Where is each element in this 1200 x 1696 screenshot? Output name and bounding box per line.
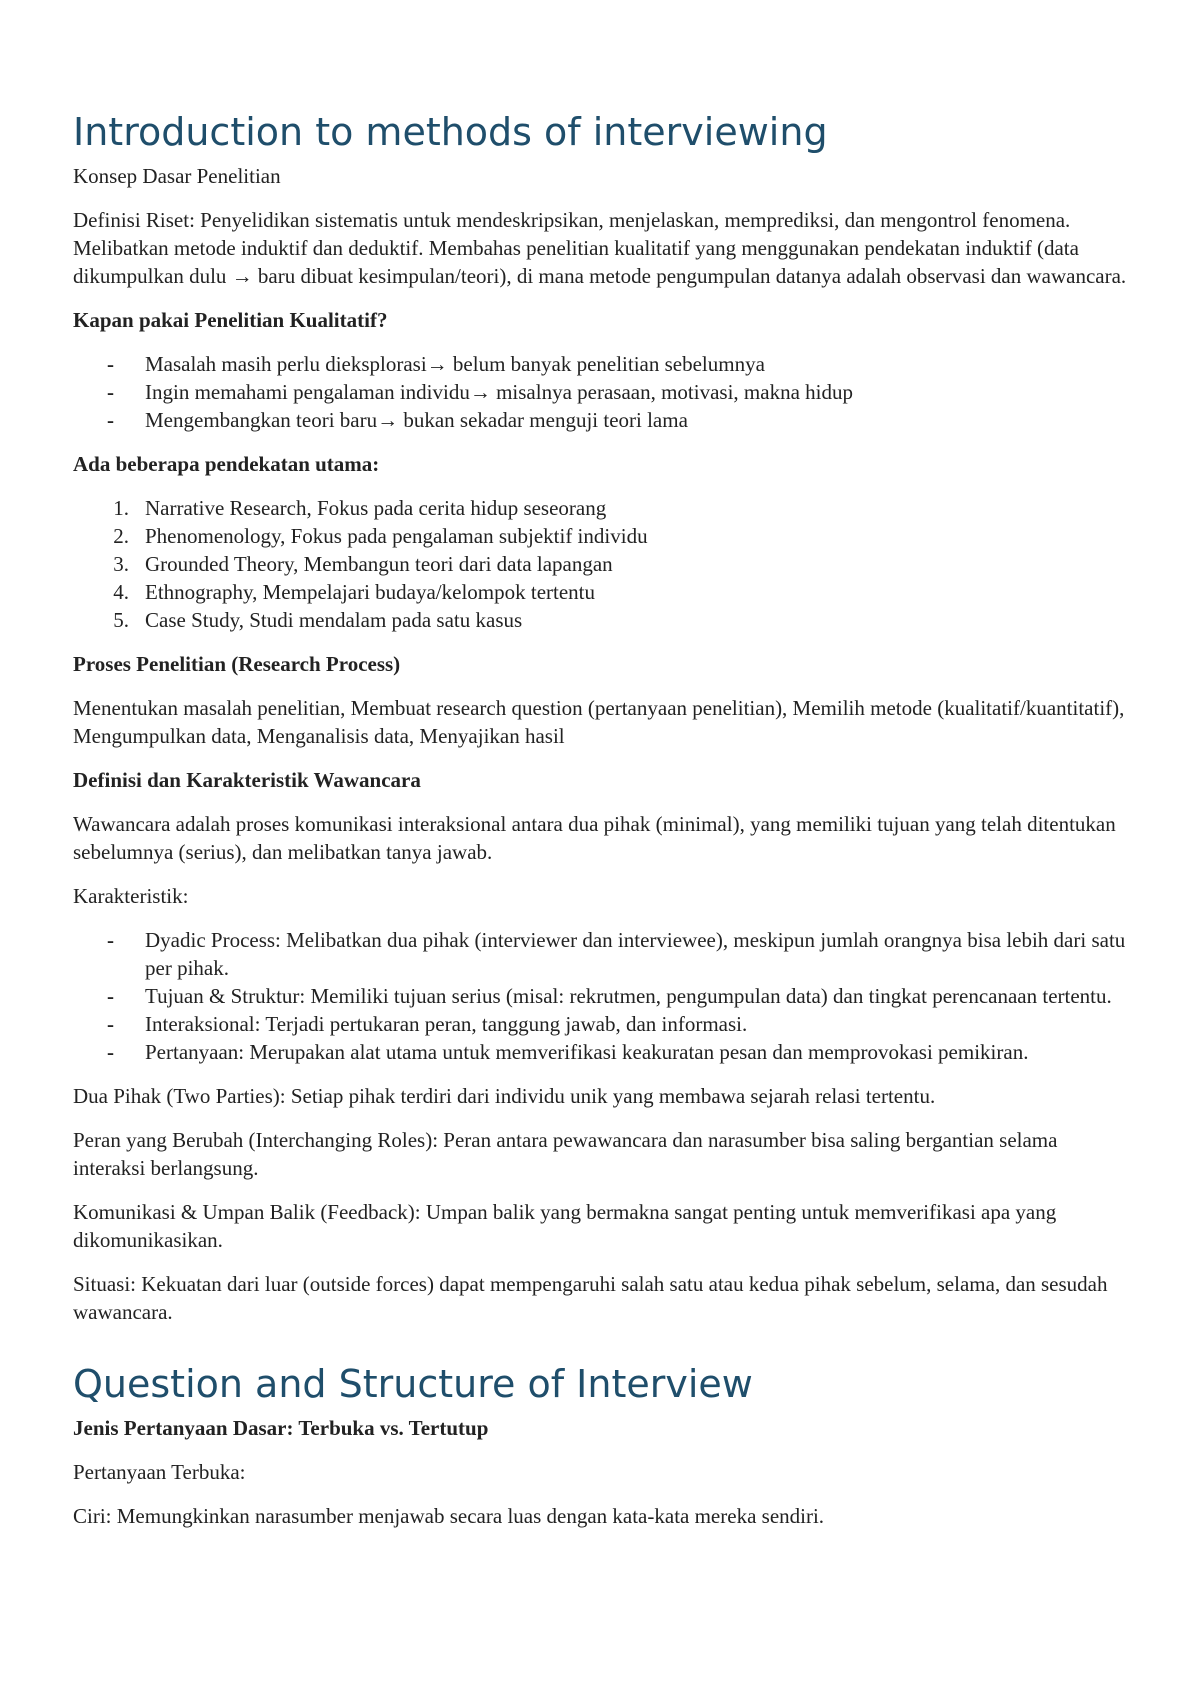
label-karakteristik: Karakteristik: <box>73 884 189 908</box>
bullet-marker: - <box>107 1040 114 1064</box>
paragraph-proses-penelitian: Menentukan masalah penelitian, Membuat research question (pertanyaan penelitian), Memilih metode (kualitatif/kuantitatif), Mengumpulkan data, Menganalisis data, Menyajikan hasil <box>73 696 1125 748</box>
section-title-intro: Introduction to methods of interviewing <box>73 110 828 154</box>
heading-pendekatan: Ada beberapa pendekatan utama: <box>73 452 380 476</box>
list-item <box>73 378 1133 406</box>
heading-kapan-kualitatif: Kapan pakai Penelitian Kualitatif? <box>73 308 388 332</box>
list-item-text: Ingin memahami pengalaman individu→ misalnya perasaan, motivasi, makna hidup <box>145 380 853 404</box>
heading-jenis-pertanyaan: Jenis Pertanyaan Dasar: Terbuka vs. Tertutup <box>73 1416 489 1440</box>
list-item-text: Pertanyaan: Merupakan alat utama untuk memverifikasi keakuratan pesan dan memprovokasi pemikiran. <box>145 1040 1029 1064</box>
paragraph-definisi-riset: Definisi Riset: Penyelidikan sistematis untuk mendeskripsikan, menjelaskan, memprediksi, dan mengontrol fenomena. Melibatkan metode induktif dan deduktif. Membahas penelitian kualitatif yang menggunakan pendekatan induktif (data dikumpulkan dulu → baru dibuat kesimpulan/teori), di mana metode pengumpulan datanya adalah observasi dan wawancara. <box>73 208 1127 288</box>
list-item-text: Mengembangkan teori baru→ bukan sekadar menguji teori lama <box>145 408 688 432</box>
paragraph-umpan-balik: Komunikasi & Umpan Balik (Feedback): Umpan balik yang bermakna sangat penting untuk memverifikasi apa yang dikomunikasikan. <box>73 1200 1057 1252</box>
list-item <box>73 1038 1133 1066</box>
number-marker: 5. <box>113 608 129 632</box>
list-item-text: Narrative Research, Fokus pada cerita hidup seseorang <box>145 496 607 520</box>
list-item <box>73 406 1133 434</box>
list-item <box>73 550 1133 578</box>
bullet-marker: - <box>107 408 114 432</box>
paragraph-ciri-terbuka: Ciri: Memungkinkan narasumber menjawab secara luas dengan kata-kata mereka sendiri. <box>73 1504 825 1528</box>
list-item <box>73 578 1133 606</box>
section-title-question-structure: Question and Structure of Interview <box>73 1362 753 1406</box>
list-kapan-kualitatif <box>73 350 1133 434</box>
number-marker: 3. <box>113 552 129 576</box>
number-marker: 1. <box>113 496 129 520</box>
list-item <box>73 350 1133 378</box>
paragraph-situasi: Situasi: Kekuatan dari luar (outside forces) dapat mempengaruhi salah satu atau kedua pihak sebelum, selama, dan sesudah wawancara. <box>73 1272 1108 1324</box>
list-item <box>73 606 1133 634</box>
number-marker: 2. <box>113 524 129 548</box>
paragraph-peran-berubah: Peran yang Berubah (Interchanging Roles): Peran antara pewawancara dan narasumber bisa saling bergantian selama interaksi berlangsung. <box>73 1128 1058 1180</box>
list-item-text: Case Study, Studi mendalam pada satu kasus <box>145 608 523 632</box>
number-marker: 4. <box>113 580 129 604</box>
list-item-text: Masalah masih perlu dieksplorasi→ belum banyak penelitian sebelumnya <box>145 352 765 376</box>
list-item-text: Tujuan & Struktur: Memiliki tujuan serius (misal: rekrutmen, pengumpulan data) dan tingkat perencanaan tertentu. <box>145 984 1112 1008</box>
bullet-marker: - <box>107 928 114 952</box>
list-item <box>73 1010 1133 1038</box>
bullet-marker: - <box>107 1012 114 1036</box>
list-item-text: Grounded Theory, Membangun teori dari data lapangan <box>145 552 613 576</box>
bullet-marker: - <box>107 352 114 376</box>
heading-proses-penelitian: Proses Penelitian (Research Process) <box>73 652 401 676</box>
label-pertanyaan-terbuka: Pertanyaan Terbuka: <box>73 1460 246 1484</box>
list-item <box>73 926 1133 982</box>
list-item <box>73 982 1133 1010</box>
paragraph-definisi-wawancara: Wawancara adalah proses komunikasi interaksional antara dua pihak (minimal), yang memiliki tujuan yang telah ditentukan sebelumnya (serius), dan melibatkan tanya jawab. <box>73 812 1116 864</box>
list-item-text: Dyadic Process: Melibatkan dua pihak (interviewer dan interviewee), meskipun jumlah orangnya bisa lebih dari satu per pihak. <box>145 928 1126 980</box>
heading-definisi-wawancara: Definisi dan Karakteristik Wawancara <box>73 768 421 792</box>
list-item <box>73 522 1133 550</box>
paragraph-dua-pihak: Dua Pihak (Two Parties): Setiap pihak terdiri dari individu unik yang membawa sejarah relasi tertentu. <box>73 1084 936 1108</box>
document-page <box>73 108 1133 1546</box>
list-karakteristik <box>73 926 1133 1066</box>
bullet-marker: - <box>107 380 114 404</box>
list-pendekatan <box>73 494 1133 634</box>
list-item-text: Ethnography, Mempelajari budaya/kelompok tertentu <box>145 580 596 604</box>
list-item <box>73 494 1133 522</box>
list-item-text: Phenomenology, Fokus pada pengalaman subjektif individu <box>145 524 648 548</box>
bullet-marker: - <box>107 984 114 1008</box>
list-item-text: Interaksional: Terjadi pertukaran peran, tanggung jawab, dan informasi. <box>145 1012 748 1036</box>
subtitle-konsep: Konsep Dasar Penelitian <box>73 164 281 188</box>
